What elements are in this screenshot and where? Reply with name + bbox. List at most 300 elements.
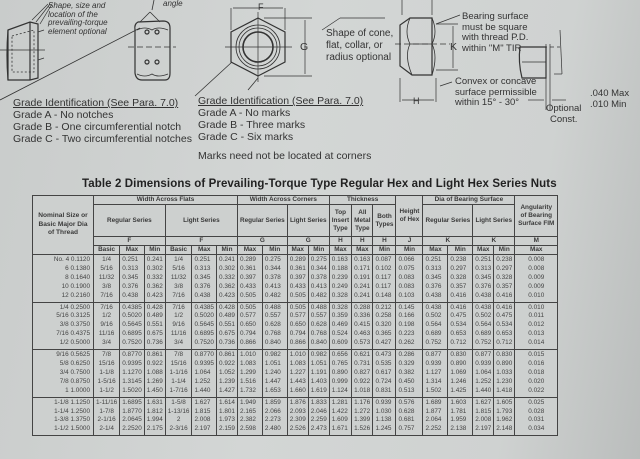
torque-nut-3d-drawing [0,4,52,80]
table-cell: 0.025 [515,397,558,407]
sym-k-regular: K [423,237,473,246]
table-cell: 0.463 [352,330,373,339]
table-cell: 1.443 [287,378,308,387]
basic-major-dia: 0.1120 [70,256,90,263]
table-cell: 1.010 [237,350,262,360]
sym-k-light: K [473,237,515,246]
table-cell: 1-5/16 [94,378,120,387]
table-cell: 0.9395 [120,360,145,369]
table-cell: 2.197 [192,425,217,435]
table-row [33,408,558,417]
table-row [33,321,558,330]
table-cell: 0.438 [473,292,494,302]
table-cell: 0.238 [494,255,515,265]
table-cell: 0.328 [494,274,515,283]
table-cell: 0.840 [262,339,287,349]
header-wac-light: Light Series [287,205,329,237]
table-cell: 0.020 [515,378,558,387]
basic-major-dia: 0.3125 [70,312,90,320]
basic-major-dia: 0.2500 [70,303,90,311]
table-cell: 0.736 [144,339,165,349]
table-cell: 1.427 [216,387,237,397]
table-cell: 0.416 [494,302,515,312]
table-cell: 0.9395 [192,360,217,369]
shape-note [326,28,393,64]
table-cell: 0.505 [287,292,308,302]
table-cell: 0.999 [329,378,351,387]
table-cell: 1-1/4 [165,378,192,387]
sub-header: Min [396,246,423,255]
table-cell: 1.246 [448,378,473,387]
table-cell: 1.138 [373,416,396,425]
table-cell: 0.009 [515,274,558,283]
table-cell: 0.650 [287,321,308,330]
table-cell: 0.861 [216,350,237,360]
table-cell: 0.650 [237,321,262,330]
table-cell: 2.093 [287,408,308,417]
table-cell: 0.475 [448,312,473,321]
table-cell: 1.516 [237,378,262,387]
table-cell: 0.736 [216,339,237,349]
table-cell: 0.564 [473,321,494,330]
table-cell: 2-1/16 [94,416,120,425]
table-cell: 0.427 [373,339,396,349]
grade-right-item: Grade C - Six marks [198,131,294,143]
table-cell: 0.241 [352,283,373,292]
header-waf-regular: Regular Series [94,205,166,237]
table-cell: 0.302 [216,265,237,274]
table-cell: 2.064 [423,416,448,425]
nominal-size: 7/8 [59,377,69,385]
table-cell: 0.830 [448,350,473,360]
table-row [33,397,558,407]
table-cell: 1.6895 [120,397,145,407]
sub-header: Max [423,246,448,255]
table-cell: 1.450 [144,387,165,397]
table-row [33,378,558,387]
table-cell: 0.313 [473,265,494,274]
table-cell: 2.526 [287,425,308,435]
table-cell: 0.534 [494,321,515,330]
nominal-size: 6 [65,264,69,272]
table-cell: 0.866 [237,339,262,349]
table-cell: 7/8 [94,350,120,360]
table-title: Table 2 Dimensions of Prevailing-Torque Type Regular Hex and Light Hex Series Nuts [82,178,557,190]
table-cell: 0.382 [396,369,423,378]
g-dimension-label: G [300,41,309,53]
torque-note-line: element optional [48,26,107,36]
table-cell: 0.564 [423,321,448,330]
table-cell: 0.551 [216,321,237,330]
nominal-size: 5/8 [59,359,69,367]
k-dimension-label: K [450,41,458,53]
table-cell: 0.212 [373,302,396,312]
table-cell: 0.191 [352,274,373,283]
nominal-size: 1-3/8 [54,416,69,424]
table-cell: 0.502 [473,312,494,321]
table-cell: 0.289 [237,255,262,265]
table-cell: 0.416 [494,292,515,302]
table-cell: 1.833 [308,397,329,407]
table-cell: 0.877 [423,350,448,360]
torque-note-line: Shape, size and [48,1,106,10]
table-cell: 1.422 [329,408,351,417]
table-row [33,369,558,378]
table-cell: 0.332 [144,274,165,283]
table-cell: 7/8 [165,350,192,360]
table-cell: 0.117 [373,274,396,283]
convex-note-line: within 15° - 30° [455,97,520,108]
table-cell: 0.087 [373,255,396,265]
table-cell: 0.939 [423,360,448,369]
nominal-size: No. 4 [53,256,70,263]
table-cell: 1.272 [352,408,373,417]
table-cell: 0.621 [352,350,373,360]
table-row [33,283,558,292]
table-cell: 0.505 [287,302,308,312]
sub-header: Max [120,246,145,255]
table-cell: 0.653 [494,330,515,339]
table-cell: 1.1270 [120,369,145,378]
table-cell: 0.866 [287,339,308,349]
table-cell: 0.376 [473,283,494,292]
table-cell: 1.033 [494,369,515,378]
table-cell: 2.138 [448,425,473,435]
grade-identification-marks [198,95,363,143]
table-cell: 3/8 [165,283,192,292]
grade-right-title: Grade Identification (See Para. 7.0) [198,95,364,107]
table-cell: 0.831 [373,387,396,397]
header-angularity: Angularity of Bearing Surface FIM [515,196,558,237]
table-cell: 0.428 [216,302,237,312]
table-cell: 0.031 [515,416,558,425]
table-cell: 0.469 [329,321,351,330]
header-width-across-corners: Width Across Corners [237,196,329,205]
table-cell: 1.269 [144,378,165,387]
nominal-size-cell [33,321,94,330]
table-cell: 0.489 [144,312,165,321]
table-cell: 2.0645 [120,416,145,425]
basic-major-dia: 0.3750 [70,321,90,329]
table-cell: 0.103 [396,292,423,302]
table-cell: 1.018 [352,387,373,397]
table-cell: 0.083 [396,274,423,283]
nominal-size-cell [33,255,94,265]
table-cell: 0.5020 [120,312,145,321]
grade-left-item: Grade B - One circumferential notch [13,121,182,133]
table-cell: 0.475 [494,312,515,321]
table-cell: 2.008 [192,416,217,425]
table-cell: 0.982 [262,350,287,360]
table-cell: 0.656 [329,350,351,360]
table-cell: 0.482 [262,292,287,302]
table-cell: 2.165 [237,408,262,417]
table-cell: 1.609 [329,416,351,425]
table-cell: 0.171 [352,265,373,274]
table-cell: 0.689 [473,330,494,339]
table-cell: 1.240 [262,369,287,378]
table-cell: 0.534 [448,321,473,330]
table-cell: 0.982 [308,350,329,360]
sym-f-light: F [165,237,237,246]
table-cell: 1.793 [494,408,515,417]
table-cell: 2-1/4 [94,425,120,435]
table-cell: 1.3145 [120,378,145,387]
table-cell: 0.628 [262,321,287,330]
nominal-size-cell [33,292,94,302]
table-cell: 0.251 [423,255,448,265]
header-all-metal: All Metal Type [352,205,373,237]
table-cell: 0.675 [144,330,165,339]
basic-major-dia: 1.5000 [70,425,90,433]
table-cell: 1.603 [448,397,473,407]
table-cell: 9/16 [94,321,120,330]
table-cell: 0.376 [423,283,448,292]
table-cell: 0.488 [308,302,329,312]
table-cell: 5/16 [94,265,120,274]
table-cell: 1.526 [352,425,373,435]
table-cell: 9/16 [165,321,192,330]
table-cell: 0.313 [423,265,448,274]
nominal-size-cell [33,387,94,397]
nominal-size: 7/16 [56,330,69,338]
table-cell: 0.345 [120,274,145,283]
table-cell: 0.5645 [120,321,145,330]
table-cell: 0.794 [237,330,262,339]
sub-header: Max [352,246,373,255]
header-bearing-regular: Regular Series [423,205,473,237]
table-cell: 0.378 [308,274,329,283]
table-cell: 0.251 [473,255,494,265]
table-cell: 0.416 [448,302,473,312]
nominal-size: 1/4 [59,303,69,311]
table-cell: 0.198 [396,321,423,330]
table-cell: 1.812 [144,408,165,417]
table-cell: 0.239 [329,274,351,283]
table-cell: 0.022 [515,387,558,397]
table-cell: 0.286 [396,350,423,360]
table-cell: 0.008 [515,255,558,265]
table-cell: 1-7/16 [165,387,192,397]
table-cell: 0.345 [473,274,494,283]
grade-left-item: Grade C - Two circumferential notches [13,133,192,145]
sub-header: Basic [165,246,192,255]
table-cell: 1.069 [448,369,473,378]
nominal-size: 12 [61,291,69,299]
shape-note-line: flat, collar, or [326,40,383,51]
table-cell: 0.034 [515,425,558,435]
nominal-size-cell [33,350,94,360]
table-cell: 1.399 [352,416,373,425]
convex-note-line: Convex or concave [455,76,537,87]
table-cell: 0.628 [308,321,329,330]
table-cell: 0.357 [448,283,473,292]
table-cell: 0.450 [396,378,423,387]
sym-g-regular: G [237,237,287,246]
table-cell: 1.619 [308,387,329,397]
table-cell: 11/32 [165,274,192,283]
table-cell: 0.288 [352,302,373,312]
table-cell: 1.239 [216,378,237,387]
table-cell: 1.281 [329,397,351,407]
table-cell: 0.535 [373,360,396,369]
table-cell: 0.861 [144,350,165,360]
table-cell: 2.175 [144,425,165,435]
table-cell: 3/8 [94,283,120,292]
table-cell: 2-3/16 [165,425,192,435]
table-cell: 11/16 [94,330,120,339]
table-cell: 0.473 [373,350,396,360]
table-cell: 1.815 [473,408,494,417]
table-cell: 0.830 [494,350,515,360]
table-cell: 0.397 [237,274,262,283]
table-cell: 0.675 [216,330,237,339]
table-row [33,339,558,349]
table-cell: 0.345 [423,274,448,283]
table-cell: 0.877 [473,350,494,360]
tolerance-label [590,89,629,110]
table-cell: 1-1/2 [94,387,120,397]
sym-h-top: H [329,237,351,246]
table-cell: 1.502 [423,387,448,397]
table-cell: 0.376 [192,283,217,292]
table-cell: 0.362 [144,283,165,292]
sym-h-all: H [352,237,373,246]
table-cell: 0.482 [308,292,329,302]
table-cell: 0.075 [396,265,423,274]
table-cell: 1.227 [287,369,308,378]
table-cell: 0.617 [373,369,396,378]
table-cell: 0.223 [396,330,423,339]
table-cell: 0.313 [120,265,145,274]
table-cell: 1-1/8 [94,369,120,378]
table-cell: 0.238 [448,255,473,265]
nominal-size-cell [33,408,94,417]
optional-const-line: Const. [549,113,578,125]
table-cell: 1.627 [473,397,494,407]
table-cell: 1.959 [448,416,473,425]
grade-right-item: Grade A - No marks [198,107,291,119]
table-cell: 0.332 [216,274,237,283]
table-cell: 0.712 [494,339,515,349]
table-cell: 0.922 [216,360,237,369]
table-cell: 0.328 [448,274,473,283]
table-cell: 0.289 [287,255,308,265]
basic-major-dia: 0.5625 [70,351,90,359]
table-cell: 1.230 [494,378,515,387]
table-cell: 0.724 [373,378,396,387]
nominal-size-cell [33,360,94,369]
sym-m: M [515,237,558,246]
table-cell: 1.447 [262,378,287,387]
table-cell: 0.251 [120,255,145,265]
table-cell: 0.8770 [192,350,217,360]
nominal-size: 3/4 [59,368,69,376]
table-cell: 0.653 [448,330,473,339]
table-cell: 0.413 [308,283,329,292]
table-cell: 0.302 [144,265,165,274]
table-cell: 1/2 [165,312,192,321]
table-cell: 0.008 [515,265,558,274]
table-cell: 0.5020 [192,312,217,321]
table-cell: 15/16 [165,360,192,369]
grade-left-title: Grade Identification (See Para. 7.0) [13,97,179,109]
table-cell: 0.357 [494,283,515,292]
table-cell: 0.489 [216,312,237,321]
bearing-note-line: Bearing surface [462,11,529,22]
table-cell: 0.752 [423,339,448,349]
sub-header: Max [192,246,217,255]
f-dimension-label: F [258,2,264,12]
torque-note-line: location of the [48,9,98,19]
tolerance-min: .010 Min [590,98,627,110]
header-bearing-light: Light Series [473,205,515,237]
table-row [33,255,558,265]
table-cell: 0.010 [515,292,558,302]
table-cell: 1.403 [308,378,329,387]
header-nominal: Nominal Size or Basic Major Dia of Thread [33,196,94,255]
table-cell: 0.524 [329,330,351,339]
table-cell: 0.320 [373,321,396,330]
table-cell: 7/16 [94,302,120,312]
table-cell: 1.052 [216,369,237,378]
nominal-size-cell [33,397,94,407]
nominal-size: 3/8 [59,321,69,329]
nominal-size: 1-1/2 [54,425,69,433]
table-row [33,302,558,312]
table-cell: 1.949 [237,397,262,407]
table-cell: 0.628 [396,408,423,417]
table-cell: 0.577 [237,312,262,321]
table-cell: 1.815 [192,408,217,417]
table-cell: 0.102 [373,265,396,274]
nominal-size-cell [33,339,94,349]
table-cell: 0.840 [308,339,329,349]
table-cell: 1.614 [216,397,237,407]
table-cell: 1-11/16 [94,397,120,407]
header-dia-bearing-surface: Dia of Bearing Surface [423,196,515,205]
table-cell: 0.328 [329,302,351,312]
basic-major-dia: 1.0000 [70,386,90,394]
table-row [33,360,558,369]
table-cell: 0.502 [423,312,448,321]
sub-header: Max [515,246,558,255]
table-cell: 1.801 [216,408,237,417]
header-width-across-flats: Width Across Flats [94,196,238,205]
sub-header: Max [237,246,262,255]
table-cell: 0.827 [352,369,373,378]
table-cell: 0.939 [373,397,396,407]
table-cell: 1.973 [216,416,237,425]
sub-header: Min [144,246,165,255]
nominal-size-cell [33,369,94,378]
nominal-size-cell [33,302,94,312]
sym-f-regular: F [94,237,166,246]
table-row [33,416,558,425]
table-cell: 0.890 [329,369,351,378]
table-cell: 1.191 [308,369,329,378]
table-cell: 0.765 [329,360,351,369]
grade-left-item: Grade A - No notches [13,109,114,121]
table-cell: 0.313 [192,265,217,274]
table-cell: 2.598 [237,425,262,435]
table-cell: 2.2520 [120,425,145,435]
nominal-size-cell [33,265,94,274]
table-cell: 0.757 [396,425,423,435]
table-cell: 0.576 [396,397,423,407]
table-cell: 1.653 [262,387,287,397]
table-cell: 1.245 [373,425,396,435]
